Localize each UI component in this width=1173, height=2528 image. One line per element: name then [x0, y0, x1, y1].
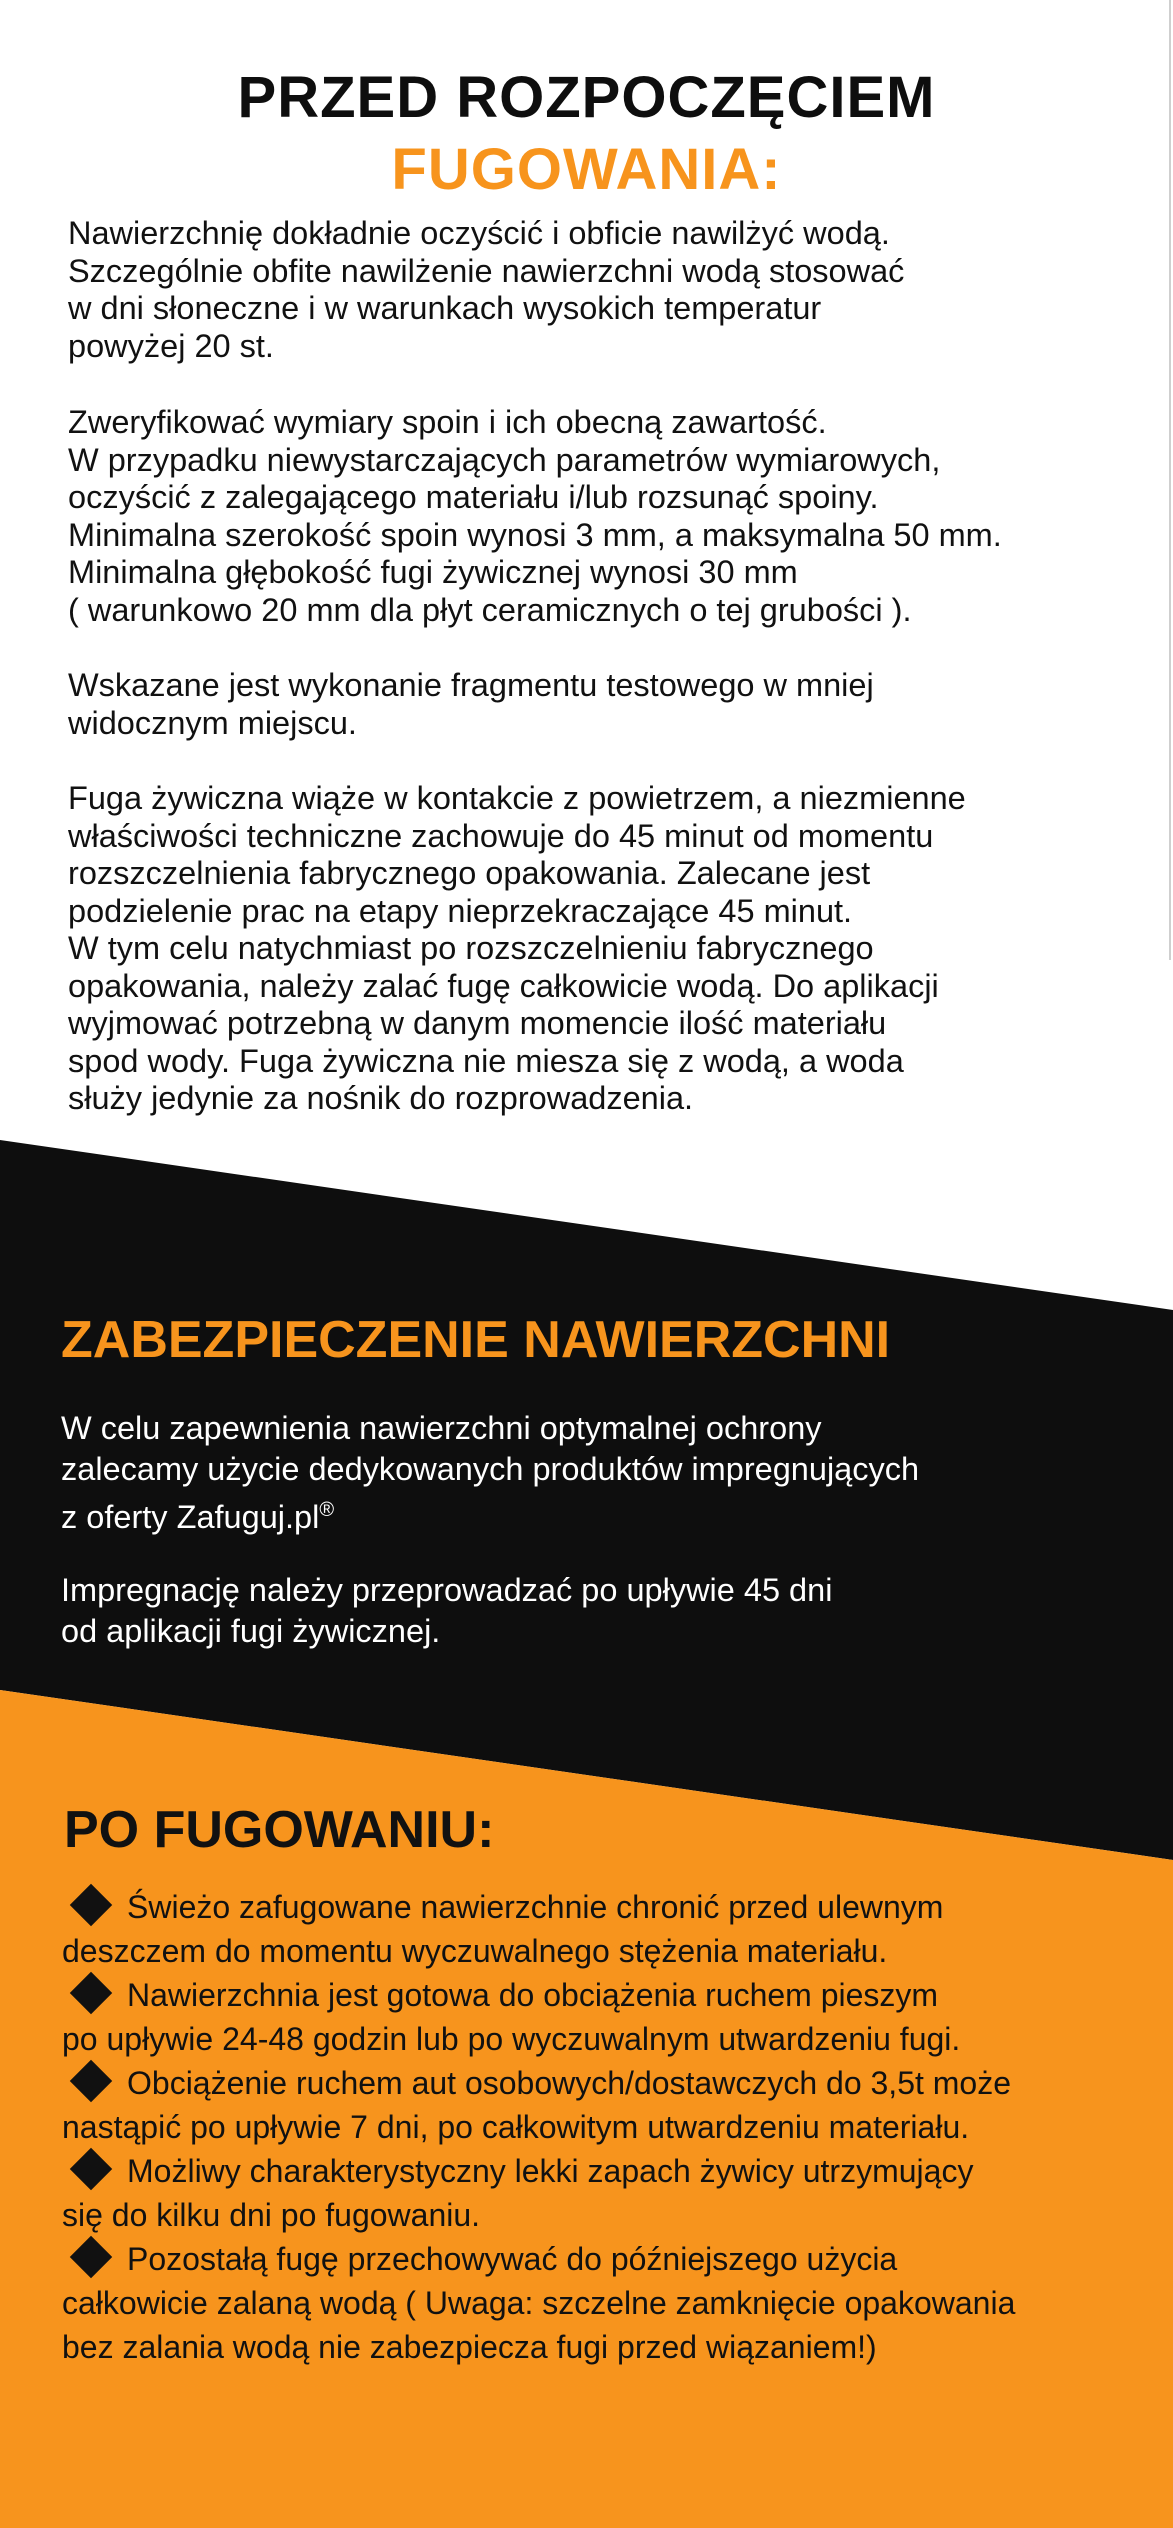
text-line: nastąpić po upływie 7 dni, po całkowitym utwardzeniu materiału. [62, 2109, 970, 2145]
text-line: właściwości techniczne zachowuje do 45 minut od momentu [68, 817, 934, 854]
registered-mark: ® [319, 1499, 335, 1521]
text-line: Wskazane jest wykonanie fragmentu testowego w mniej [68, 667, 874, 703]
text-fragment: z oferty Zafuguj.pl [61, 1498, 320, 1535]
text-line: bez zalania wodą nie zabezpiecza fugi przed wiązaniem!) [62, 2329, 877, 2365]
text-line: W przypadku niewystarczających parametrów wymiarowych, [68, 441, 941, 478]
section1-title-line2: FUGOWANIA: [391, 137, 782, 202]
section1-title-line1: PRZED ROZPOCZĘCIEM [237, 65, 936, 130]
diamond-bullet-icon [70, 2148, 112, 2190]
text-line: W celu zapewnienia nawierzchni optymalnej ochrony [61, 1410, 822, 1446]
text-line: rozszczelnienia fabrycznego opakowania. Zalecane jest [68, 855, 871, 891]
section1-paragraph-4 [68, 780, 1128, 1118]
text-line: Minimalna szerokość spoin wynosi 3 mm, a maksymalna 50 mm. [68, 516, 1002, 553]
text-fragment: Świeżo zafugowane nawierzchnie chronić przed ulewnym [127, 1889, 944, 1925]
section-before-grouting [0, 0, 1173, 1140]
text-line: wyjmować potrzebną w danym momencie ilość materiału [68, 1005, 887, 1041]
text-fragment: Możliwy charakterystyczny lekki zapach żywicy utrzymujący [127, 2153, 974, 2189]
after-grouting-list [62, 1885, 1015, 2369]
list-item [62, 1885, 1015, 1973]
diamond-bullet-icon [70, 1972, 112, 2014]
text-line [62, 2149, 1015, 2193]
text-line: po upływie 24-48 godzin lub po wyczuwalnym utwardzeniu fugi. [62, 2021, 961, 2057]
text-line: Impregnację należy przeprowadzać po upływie 45 dni [61, 1572, 833, 1608]
text-line [62, 2237, 1015, 2281]
section1-paragraph-1 [68, 215, 1128, 365]
list-item [62, 2237, 1015, 2369]
text-line: zalecamy użycie dedykowanych produktów impregnujących [61, 1451, 920, 1487]
text-line: spod wody. Fuga żywiczna nie miesza się z wodą, a woda [68, 1042, 904, 1079]
text-line [62, 1885, 1015, 1929]
text-fragment: Obciążenie ruchem aut osobowych/dostawczych do 3,5t może [127, 2065, 1012, 2101]
section1-paragraph-2 [68, 404, 1128, 629]
section2-paragraph-1 [61, 1408, 919, 1538]
text-fragment: Pozostałą fugę przechowywać do późniejszego użycia [127, 2241, 898, 2277]
section-surface-protection [0, 1290, 1173, 1690]
section2-title: ZABEZPIECZENIE NAWIERZCHNI [61, 1311, 891, 1369]
text-line [61, 1490, 919, 1538]
text-line: podzielenie prac na etapy nieprzekraczające 45 minut. [68, 892, 853, 929]
text-line: widocznym miejscu. [68, 704, 357, 741]
list-item [62, 2149, 1015, 2237]
list-item [62, 1973, 1015, 2061]
text-line: Szczególnie obfite nawilżenie nawierzchni wodą stosować [68, 252, 905, 289]
text-line: oczyścić z zalegającego materiału i/lub rozsunąć spoiny. [68, 479, 879, 515]
text-line: powyżej 20 st. [68, 327, 274, 364]
diamond-bullet-icon [70, 2236, 112, 2278]
text-line: Fuga żywiczna wiąże w kontakcie z powietrzem, a niezmienne [68, 780, 966, 816]
section1-paragraph-3 [68, 667, 1128, 742]
text-line: całkowicie zalaną wodą ( Uwaga: szczelne zamknięcie opakowania [62, 2285, 1016, 2321]
text-line [62, 1973, 1015, 2017]
text-fragment: Nawierzchnia jest gotowa do obciążenia ruchem pieszym [127, 1977, 939, 2013]
text-line: Nawierzchnię dokładnie oczyścić i obficie nawilżyć wodą. [68, 215, 890, 251]
text-line: deszczem do momentu wyczuwalnego stężenia materiału. [62, 1933, 888, 1969]
text-line: ( warunkowo 20 mm dla płyt ceramicznych o tej grubości ). [68, 591, 912, 628]
text-line: od aplikacji fugi żywicznej. [61, 1613, 441, 1649]
text-line: opakowania, należy zalać fugę całkowicie wodą. Do aplikacji [68, 967, 939, 1004]
text-line: Zweryfikować wymiary spoin i ich obecną zawartość. [68, 404, 827, 440]
list-item [62, 2061, 1015, 2149]
text-line: służy jedynie za nośnik do rozprowadzenia. [68, 1080, 694, 1116]
text-line: w dni słoneczne i w warunkach wysokich temperatur [68, 290, 822, 326]
diamond-bullet-icon [70, 2060, 112, 2102]
section2-paragraph-2 [61, 1570, 832, 1652]
section3-title: PO FUGOWANIU: [64, 1801, 495, 1859]
diamond-bullet-icon [70, 1884, 112, 1926]
text-line: W tym celu natychmiast po rozszczelnieniu fabrycznego [68, 930, 874, 966]
text-line: się do kilku dni po fugowaniu. [62, 2197, 481, 2233]
text-line [62, 2061, 1015, 2105]
text-line: Minimalna głębokość fugi żywicznej wynosi 30 mm [68, 554, 798, 590]
